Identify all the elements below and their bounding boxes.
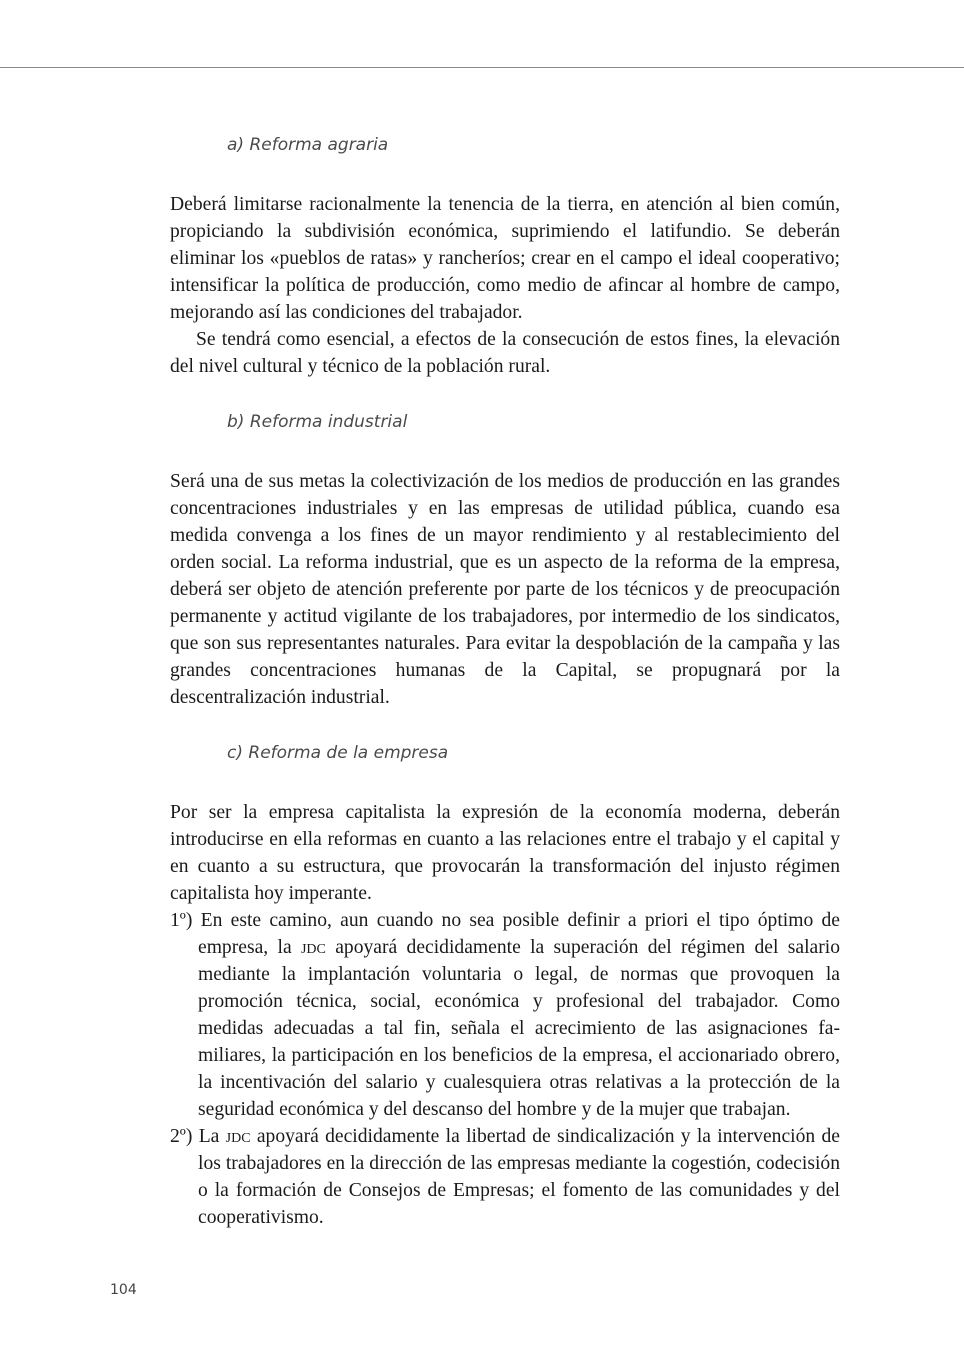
section-heading-reforma-industrial: b) Reforma industrial	[227, 412, 408, 432]
list-item	[170, 1123, 840, 1231]
paragraph: Se tendrá como esencial, a efectos de la consecución de estos fines, la elevación del nivel cultural y técnico de la población rural.	[170, 329, 840, 377]
list-text: La	[192, 1126, 226, 1147]
list-text: En este camino, aun cuando no sea posible definir a priori el tipo óptimo de empresa, la	[192, 910, 840, 958]
header-rule	[0, 67, 964, 68]
section-heading-reforma-empresa: c) Reforma de la empresa	[227, 743, 449, 763]
paragraph: Será una de sus metas la colectivización de los medios de producción en las grandes concentraciones industriales y en las empresas de utilidad pública, cuando esa medida convenga a los fines de un mayor rendimiento y al restablecimiento del orden social. La reforma industrial, que es un aspecto de la reforma de la empresa, deberá ser objeto de atención preferente por parte de los técnicos y de preocupación permanente y actitud vigilante de los trabajadores, por intermedio de los sindicatos, que son sus representantes naturales. Para evitar la despoblación de la campaña y las grandes concentraciones humanas de la Capital, se propugnará por la descentralización industrial.	[170, 471, 840, 708]
page-number: 104	[110, 1282, 137, 1298]
list-text: apoyará decididamente la superación del régimen del salario mediante la implantación voluntaria o legal, de normas que provoquen la promoción técnica, social, económica y profesional del trabajador. Como medidas adecuadas a tal fin, señala el acrecimiento de las asignaciones familiares, la participación en los beneficios de la empresa, el accionariado obrero, la incentivación del salario y cualesquiera otras relativas a la protección de la seguridad económica y del descanso del hombre y de la mujer que trabajan.	[198, 937, 840, 1120]
list-text: apoyará decididamente la libertad de sindicalización y la intervención de los trabajadores en la dirección de las empresas mediante la cogestión, codecisión o la formación de Consejos de Empresas; el fomento de las comunidades y del cooperativismo.	[198, 1126, 840, 1228]
paragraph: Por ser la empresa capitalista la expresión de la economía moderna, deberán introducirse en ella reformas en cuanto a las relaciones entre el trabajo y el capital y en cuanto a su estructura, que provocarán la transformación del injusto régimen capitalista hoy imperante.	[170, 802, 840, 904]
abbreviation: jdc	[225, 1126, 251, 1147]
list-item	[170, 907, 840, 1123]
paragraph: Deberá limitarse racionalmente la tenencia de la tierra, en atención al bien común, propiciando la subdivisión económica, suprimiendo el latifundio. Se deberán eliminar los «pueblos de ratas» y rancheríos; crear en el campo el ideal cooperativo; intensificar la política de producción, como medio de afincar al hombre de campo, mejorando así las condiciones del trabajador.	[170, 194, 840, 323]
section-heading-reforma-agraria: a) Reforma agraria	[227, 135, 389, 155]
abbreviation: jdc	[300, 937, 326, 958]
page-body	[170, 131, 840, 1231]
list-marker: 1º)	[170, 910, 193, 931]
list-marker: 2º)	[170, 1126, 193, 1147]
